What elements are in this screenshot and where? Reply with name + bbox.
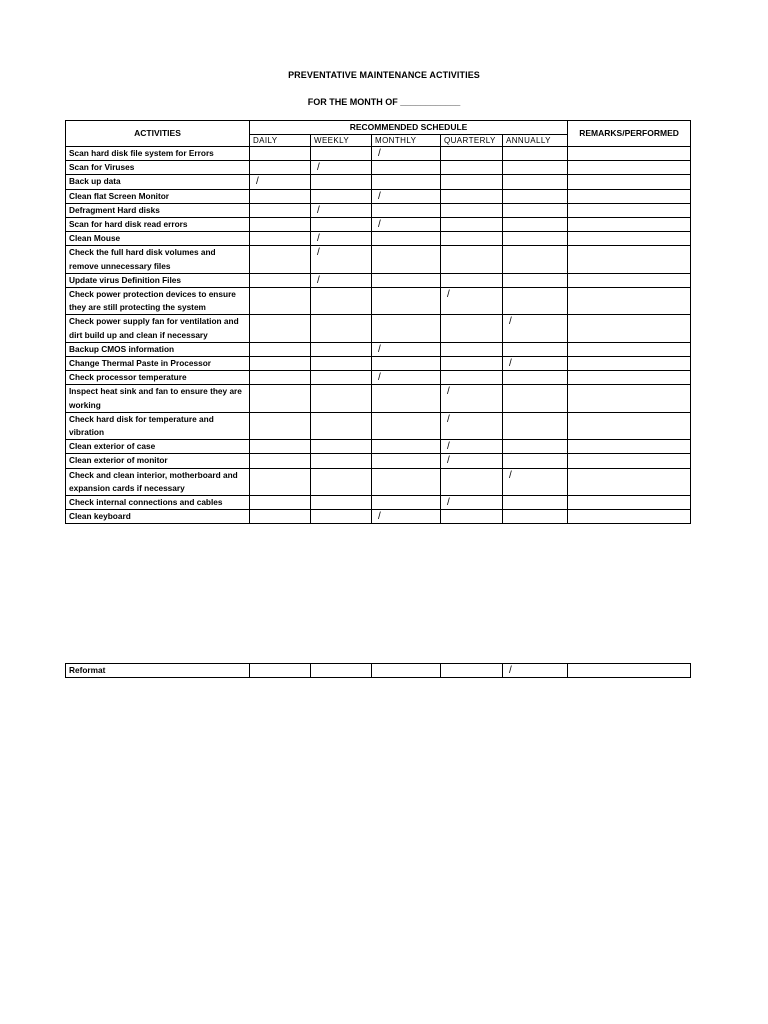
daily-cell	[250, 342, 311, 356]
table-row	[66, 371, 691, 385]
annually-cell	[503, 454, 568, 468]
quarterly-header: QUARTERLY	[441, 135, 503, 147]
activity-cell: Check internal connections and cables	[66, 496, 250, 510]
activity-cell: Change Thermal Paste in Processor	[66, 357, 250, 371]
activity-cell: Scan hard disk file system for Errors	[66, 147, 250, 161]
activity-cell: Defragment Hard disks	[66, 203, 250, 217]
table-row	[66, 357, 691, 371]
monthly-cell: /	[372, 510, 441, 524]
page-title: PREVENTATIVE MAINTENANCE ACTIVITIES	[288, 70, 480, 80]
activity-cell: Scan for Viruses	[66, 161, 250, 175]
annually-cell	[503, 189, 568, 203]
remarks-cell	[568, 288, 691, 315]
monthly-cell: /	[372, 147, 441, 161]
table-row	[66, 246, 691, 273]
annually-cell	[503, 147, 568, 161]
activity-cell: Back up data	[66, 175, 250, 189]
table-row	[66, 468, 691, 495]
annually-cell	[503, 496, 568, 510]
table-row	[66, 664, 691, 678]
weekly-cell	[311, 315, 372, 342]
activity-cell: Check power protection devices to ensure they are still protecting the system	[66, 288, 250, 315]
daily-cell	[250, 412, 311, 439]
activity-rows	[66, 147, 691, 524]
quarterly-cell	[441, 510, 503, 524]
weekly-cell: /	[311, 161, 372, 175]
table-row	[66, 496, 691, 510]
monthly-cell	[372, 203, 441, 217]
daily-cell	[250, 246, 311, 273]
activity-cell: Inspect heat sink and fan to ensure they are working	[66, 385, 250, 412]
monthly-cell	[372, 288, 441, 315]
quarterly-cell	[441, 315, 503, 342]
annually-cell: /	[503, 315, 568, 342]
remarks-header: REMARKS/PERFORMED	[568, 121, 691, 147]
table-row	[66, 203, 691, 217]
activity-cell: Clean flat Screen Monitor	[66, 189, 250, 203]
daily-cell	[250, 371, 311, 385]
annually-cell	[503, 161, 568, 175]
remarks-cell	[568, 371, 691, 385]
weekly-cell	[311, 664, 372, 678]
weekly-cell	[311, 510, 372, 524]
monthly-cell	[372, 664, 441, 678]
annually-cell: /	[503, 664, 568, 678]
weekly-cell	[311, 189, 372, 203]
daily-cell	[250, 273, 311, 287]
activity-cell: Clean Mouse	[66, 232, 250, 246]
remarks-cell	[568, 218, 691, 232]
annually-cell	[503, 246, 568, 273]
monthly-cell	[372, 232, 441, 246]
table-row	[66, 218, 691, 232]
activity-cell: Check hard disk for temperature and vibration	[66, 412, 250, 439]
table-row	[66, 342, 691, 356]
activity-cell: Check and clean interior, motherboard and expansion cards if necessary	[66, 468, 250, 495]
daily-cell	[250, 288, 311, 315]
quarterly-cell	[441, 161, 503, 175]
daily-cell	[250, 496, 311, 510]
daily-cell	[250, 440, 311, 454]
remarks-cell	[568, 232, 691, 246]
monthly-cell	[372, 357, 441, 371]
weekly-header: WEEKLY	[311, 135, 372, 147]
daily-cell	[250, 161, 311, 175]
daily-cell	[250, 468, 311, 495]
remarks-cell	[568, 412, 691, 439]
monthly-cell: /	[372, 189, 441, 203]
remarks-cell	[568, 440, 691, 454]
remarks-cell	[568, 175, 691, 189]
daily-cell	[250, 357, 311, 371]
weekly-cell	[311, 147, 372, 161]
quarterly-cell	[441, 342, 503, 356]
annually-cell	[503, 288, 568, 315]
daily-cell	[250, 454, 311, 468]
daily-cell	[250, 218, 311, 232]
quarterly-cell	[441, 147, 503, 161]
monthly-cell	[372, 161, 441, 175]
activity-cell: Clean keyboard	[66, 510, 250, 524]
remarks-cell	[568, 664, 691, 678]
quarterly-cell: /	[441, 454, 503, 468]
weekly-cell: /	[311, 246, 372, 273]
remarks-cell	[568, 315, 691, 342]
activity-cell: Scan for hard disk read errors	[66, 218, 250, 232]
table-row	[66, 454, 691, 468]
remarks-cell	[568, 246, 691, 273]
schedule-header: RECOMMENDED SCHEDULE	[250, 121, 568, 135]
quarterly-cell	[441, 371, 503, 385]
weekly-cell	[311, 468, 372, 495]
table-row	[66, 175, 691, 189]
daily-cell	[250, 189, 311, 203]
daily-cell	[250, 385, 311, 412]
remarks-cell	[568, 189, 691, 203]
annually-cell	[503, 232, 568, 246]
quarterly-cell	[441, 468, 503, 495]
annually-header: ANNUALLY	[503, 135, 568, 147]
remarks-cell	[568, 468, 691, 495]
remarks-cell	[568, 385, 691, 412]
annually-cell: /	[503, 357, 568, 371]
annually-cell	[503, 175, 568, 189]
monthly-cell	[372, 385, 441, 412]
quarterly-cell	[441, 189, 503, 203]
weekly-cell	[311, 357, 372, 371]
weekly-cell	[311, 371, 372, 385]
annually-cell	[503, 385, 568, 412]
remarks-cell	[568, 342, 691, 356]
annually-cell	[503, 412, 568, 439]
month-line: FOR THE MONTH OF ____________	[307, 97, 461, 107]
table-row	[66, 288, 691, 315]
weekly-cell: /	[311, 273, 372, 287]
activity-cell: Check processor temperature	[66, 371, 250, 385]
table-row	[66, 147, 691, 161]
activity-cell: Check the full hard disk volumes and remove unnecessary files	[66, 246, 250, 273]
daily-cell: /	[250, 175, 311, 189]
remarks-cell	[568, 147, 691, 161]
quarterly-cell	[441, 232, 503, 246]
weekly-cell: /	[311, 232, 372, 246]
remarks-cell	[568, 203, 691, 217]
weekly-cell	[311, 342, 372, 356]
annually-cell	[503, 218, 568, 232]
annually-cell	[503, 203, 568, 217]
weekly-cell	[311, 496, 372, 510]
table-row	[66, 232, 691, 246]
table-row	[66, 385, 691, 412]
activity-cell: Backup CMOS information	[66, 342, 250, 356]
daily-cell	[250, 315, 311, 342]
monthly-cell: /	[372, 371, 441, 385]
daily-cell	[250, 510, 311, 524]
annually-cell	[503, 510, 568, 524]
activities-header: ACTIVITIES	[66, 121, 250, 147]
weekly-cell: /	[311, 203, 372, 217]
table-row	[66, 510, 691, 524]
daily-cell	[250, 203, 311, 217]
annually-cell	[503, 342, 568, 356]
quarterly-cell: /	[441, 288, 503, 315]
remarks-cell	[568, 510, 691, 524]
daily-cell	[250, 147, 311, 161]
daily-cell	[250, 232, 311, 246]
weekly-cell	[311, 454, 372, 468]
quarterly-cell	[441, 203, 503, 217]
remarks-cell	[568, 454, 691, 468]
monthly-cell	[372, 496, 441, 510]
monthly-cell	[372, 273, 441, 287]
quarterly-cell: /	[441, 496, 503, 510]
weekly-cell	[311, 175, 372, 189]
monthly-cell	[372, 440, 441, 454]
daily-header: DAILY	[250, 135, 311, 147]
remarks-cell	[568, 496, 691, 510]
monthly-header: MONTHLY	[372, 135, 441, 147]
weekly-cell	[311, 218, 372, 232]
extra-activity-table	[65, 663, 691, 678]
monthly-cell	[372, 315, 441, 342]
monthly-cell	[372, 412, 441, 439]
weekly-cell	[311, 288, 372, 315]
table-row	[66, 189, 691, 203]
remarks-cell	[568, 273, 691, 287]
annually-cell: /	[503, 468, 568, 495]
table-row	[66, 412, 691, 439]
quarterly-cell: /	[441, 385, 503, 412]
activity-cell: Clean exterior of case	[66, 440, 250, 454]
activity-cell: Update virus Definition Files	[66, 273, 250, 287]
weekly-cell	[311, 385, 372, 412]
activity-cell: Reformat	[66, 664, 250, 678]
annually-cell	[503, 371, 568, 385]
activity-cell: Check power supply fan for ventilation and dirt build up and clean if necessary	[66, 315, 250, 342]
annually-cell	[503, 273, 568, 287]
monthly-cell	[372, 246, 441, 273]
maintenance-table	[65, 120, 691, 524]
quarterly-cell	[441, 357, 503, 371]
quarterly-cell	[441, 273, 503, 287]
quarterly-cell: /	[441, 412, 503, 439]
table-row	[66, 440, 691, 454]
monthly-cell: /	[372, 218, 441, 232]
monthly-cell	[372, 454, 441, 468]
extra-activity-rows	[66, 664, 691, 678]
activity-cell: Clean exterior of monitor	[66, 454, 250, 468]
remarks-cell	[568, 161, 691, 175]
weekly-cell	[311, 412, 372, 439]
table-row	[66, 161, 691, 175]
quarterly-cell	[441, 175, 503, 189]
monthly-cell	[372, 175, 441, 189]
table-row	[66, 315, 691, 342]
weekly-cell	[311, 440, 372, 454]
monthly-cell	[372, 468, 441, 495]
table-row	[66, 273, 691, 287]
remarks-cell	[568, 357, 691, 371]
monthly-cell: /	[372, 342, 441, 356]
quarterly-cell: /	[441, 440, 503, 454]
quarterly-cell	[441, 664, 503, 678]
quarterly-cell	[441, 246, 503, 273]
quarterly-cell	[441, 218, 503, 232]
daily-cell	[250, 664, 311, 678]
annually-cell	[503, 440, 568, 454]
